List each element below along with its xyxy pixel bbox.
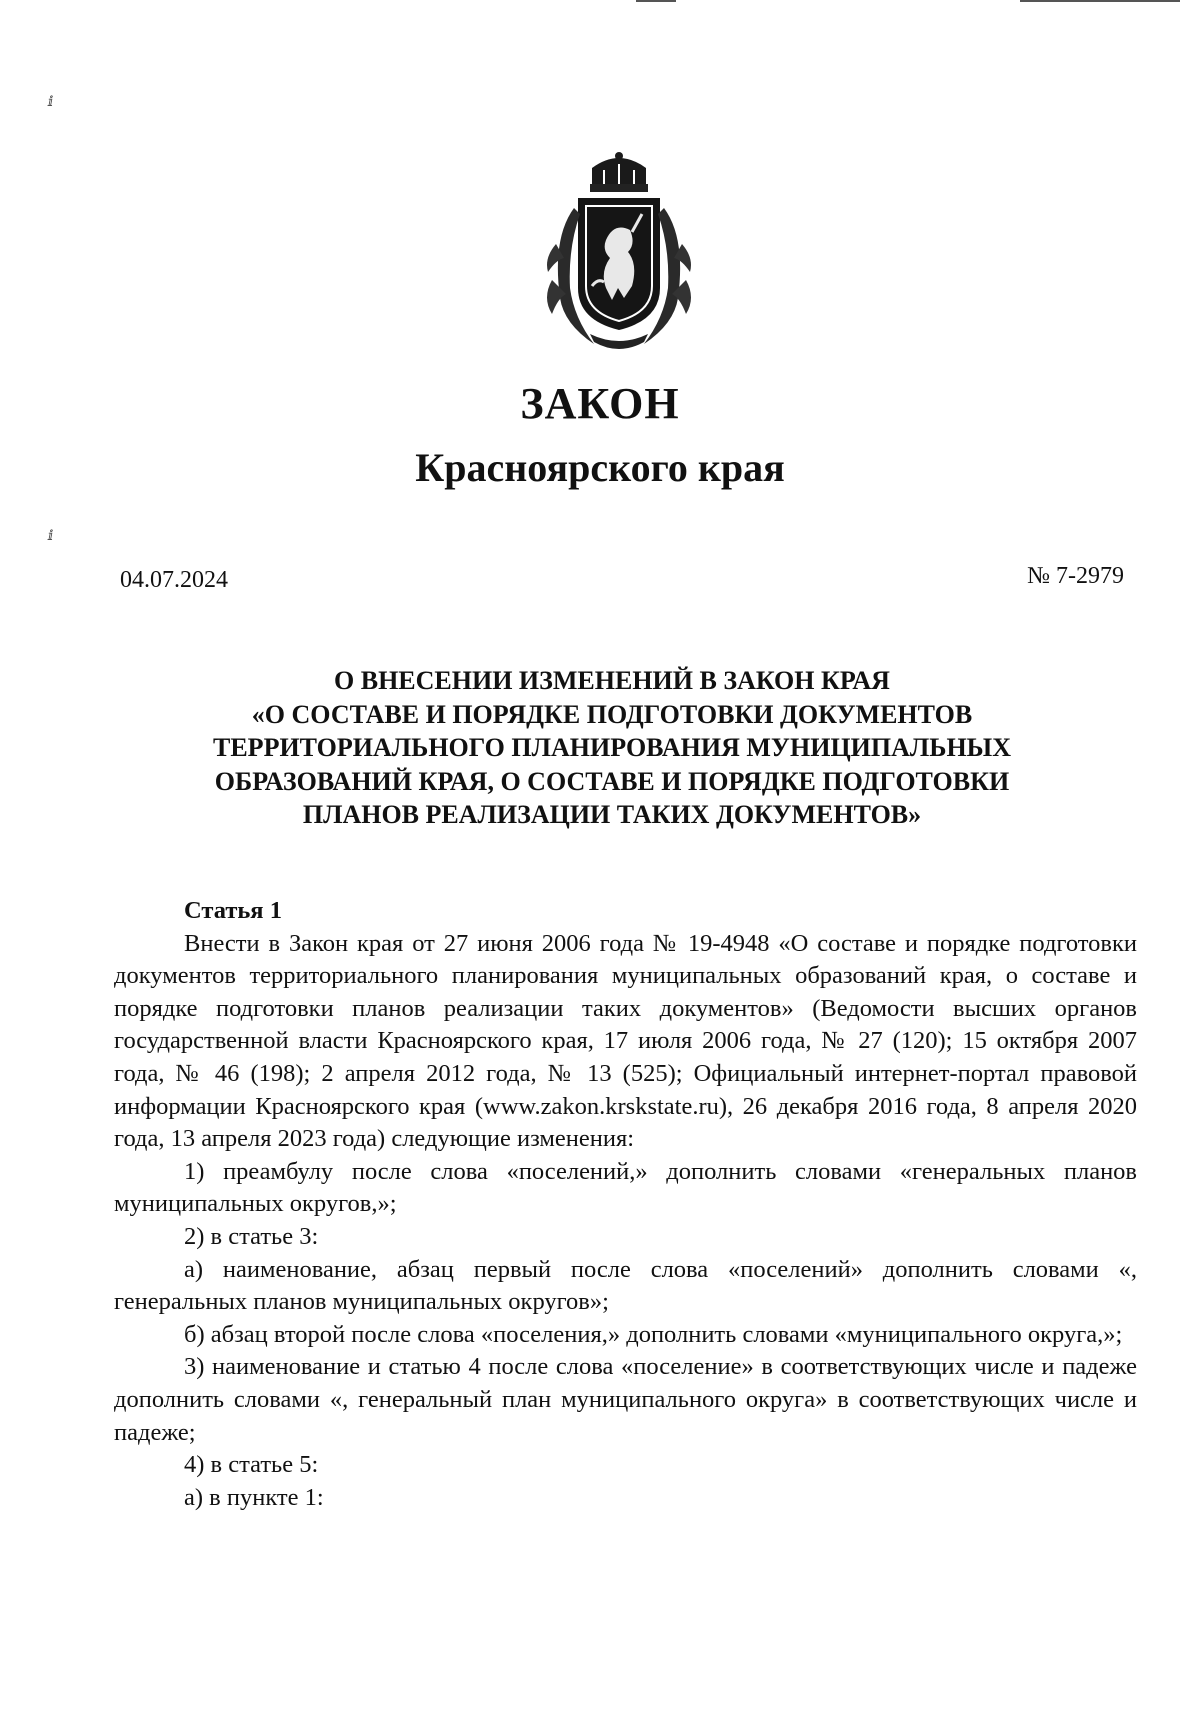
heading-line: «О СОСТАВЕ И ПОРЯДКЕ ПОДГОТОВКИ ДОКУМЕНТОВ: [251, 699, 973, 729]
region-subtitle: Красноярского края: [415, 445, 785, 490]
scan-speck: ⅈ: [48, 529, 54, 544]
coat-of-arms-emblem: [534, 148, 704, 358]
amendment-item: а) наименование, абзац первый после слова «поселений» дополнить словами «, генеральных планов муниципальных округов»;: [114, 1255, 1137, 1316]
law-heading: [100, 664, 1124, 832]
heading-line: О ВНЕСЕНИИ ИЗМЕНЕНИЙ В ЗАКОН КРАЯ: [334, 666, 890, 695]
article-title: Статья 1: [184, 897, 282, 924]
document-type-title: ЗАКОН: [520, 379, 680, 428]
heading-line: ОБРАЗОВАНИЙ КРАЯ, О СОСТАВЕ И ПОРЯДКЕ ПОДГОТОВКИ: [214, 766, 1010, 796]
amendment-item: 3) наименование и статью 4 после слова «поселение» в соответствующих числе и падеже дополнить словами «, генеральный план муниципального округа» в соответствующих числе и падеже;: [114, 1353, 1137, 1446]
scan-edge-line: [1020, 0, 1180, 2]
amendment-item: 4) в статье 5:: [184, 1451, 319, 1479]
amendment-item: а) в пункте 1:: [184, 1483, 324, 1511]
amendment-item: б) абзац второй после слова «поселения,» дополнить словами «муниципального округа,»;: [184, 1320, 1123, 1348]
scan-edge-line: [636, 0, 676, 2]
amendment-item: 1) преамбулу после слова «поселений,» дополнить словами «генеральных планов муниципальных округов,»;: [114, 1157, 1137, 1218]
amendment-item: 2) в статье 3:: [184, 1222, 319, 1250]
heading-line: ТЕРРИТОРИАЛЬНОГО ПЛАНИРОВАНИЯ МУНИЦИПАЛЬНЫХ: [213, 733, 1011, 762]
document-date: 04.07.2024: [120, 567, 228, 593]
article-body: [114, 895, 1137, 1514]
document-number: № 7-2979: [1027, 563, 1124, 589]
article-intro-paragraph: Внести в Закон края от 27 июня 2006 года № 19-4948 «О составе и порядке подготовки документов территориального планирования муниципальных образований края, о составе и порядке подготовки планов реализации таких документов» (Ведомости высших органов государственной власти Красноярского края, 17 июля 2006 года, № 27 (120); 15 октября 2007 года, № 46 (198); 2 апреля 2012 года, № 13 (525); Официальный интернет-портал правовой информации Красноярского края (www.zakon.krskstate.ru), 26 декабря 2016 года, 8 апреля 2020 года, 13 апреля 2023 года) следующие изменения:: [114, 929, 1137, 1153]
heading-line: ПЛАНОВ РЕАЛИЗАЦИИ ТАКИХ ДОКУМЕНТОВ»: [302, 800, 922, 829]
scan-speck: ⅈ: [48, 95, 54, 110]
